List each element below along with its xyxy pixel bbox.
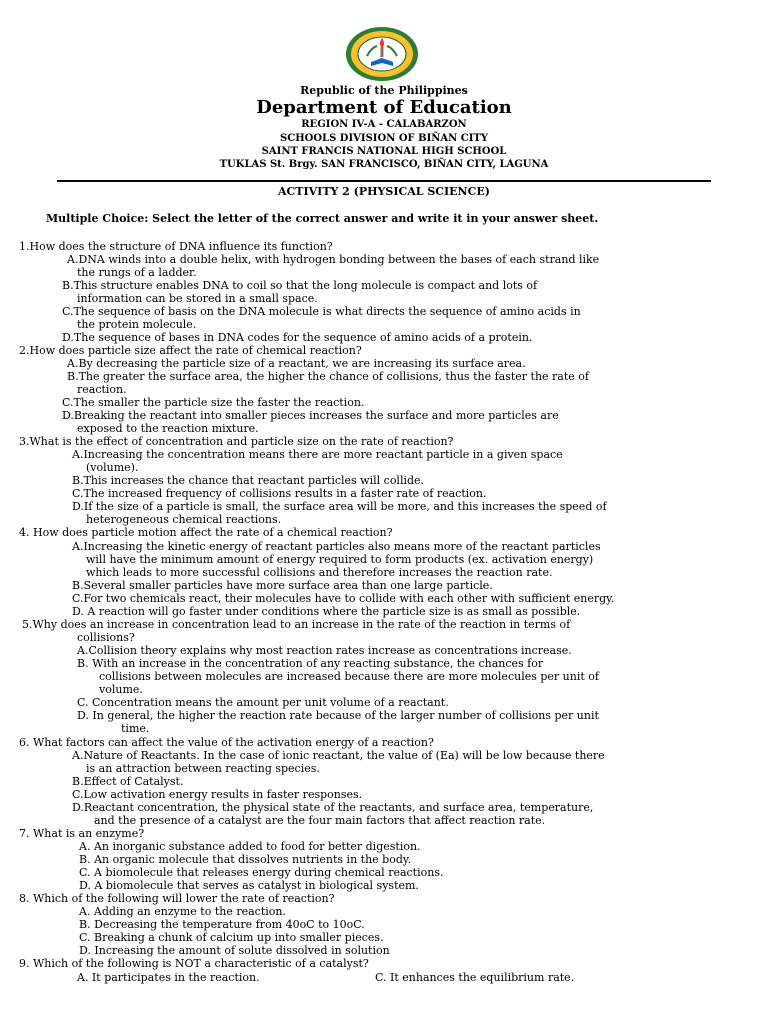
choice-line: D.Breaking the reactant into smaller pieces increases the surface and more particles are	[62, 409, 559, 422]
question-line: 1.How does the structure of DNA influence its function?	[19, 240, 333, 253]
choice-line: B. An organic molecule that dissolves nutrients in the body.	[79, 853, 412, 866]
choice-line: A.Increasing the kinetic energy of reactant particles also means more of the reactant particles	[72, 540, 601, 553]
choice-line: D. In general, the higher the reaction rate because of the larger number of collisions per unit	[77, 709, 599, 722]
choice-line: volume.	[99, 683, 143, 696]
header-divider	[57, 180, 711, 182]
choice-line: B.This structure enables DNA to coil so that the long molecule is compact and lots of	[62, 279, 538, 292]
school-line: SAINT FRANCIS NATIONAL HIGH SCHOOL	[261, 146, 507, 157]
school-seal-logo	[345, 26, 419, 82]
choice-line: D. Increasing the amount of solute dissolved in solution	[79, 944, 390, 957]
question-line: 2.How does particle size affect the rate of chemical reaction?	[19, 344, 362, 357]
choice-line: B.This increases the chance that reactant particles will collide.	[72, 474, 425, 487]
question-line: 9. Which of the following is NOT a characteristic of a catalyst?	[19, 957, 369, 970]
choice-line: and the presence of a catalyst are the four main factors that affect reaction rate.	[94, 814, 546, 827]
choice-line: A.Collision theory explains why most reaction rates increase as concentrations increase.	[77, 644, 572, 657]
choice-line: is an attraction between reacting species.	[86, 762, 320, 775]
choice-line: information can be stored in a small space.	[77, 292, 318, 305]
question-line: 3.What is the effect of concentration and particle size on the rate of reaction?	[19, 435, 454, 448]
choice-line: A.Nature of Reactants. In the case of ionic reactant, the value of (Ea) will be low because there	[72, 749, 605, 762]
choice-line: C.For two chemicals react, their molecules have to collide with each other with sufficient energy.	[72, 592, 615, 605]
choice-line: B. Decreasing the temperature from 40oC to 10oC.	[79, 918, 365, 931]
choice-line: C. Breaking a chunk of calcium up into smaller pieces.	[79, 931, 384, 944]
choice-line: B.The greater the surface area, the higher the chance of collisions, thus the faster the rate of	[67, 370, 589, 383]
question-line: 5.Why does an increase in concentration lead to an increase in the rate of the reaction in terms of	[22, 618, 571, 631]
question-line: 7. What is an enzyme?	[19, 827, 145, 840]
question-line: 8. Which of the following will lower the rate of reaction?	[19, 892, 335, 905]
question-line: collisions?	[77, 631, 135, 644]
choice-line: A. It participates in the reaction.	[77, 971, 260, 984]
choice-line: time.	[121, 722, 150, 735]
choice-line: which leads to more successful collisions and therefore increases the reaction rate.	[86, 566, 553, 579]
republic-line: Republic of the Philippines	[300, 84, 468, 97]
choice-line: C. It enhances the equilibrium rate.	[375, 971, 575, 984]
region-line: REGION IV-A - CALABARZON	[301, 119, 467, 130]
choice-line: A. An inorganic substance added to food for better digestion.	[79, 840, 421, 853]
choice-line: C. A biomolecule that releases energy during chemical reactions.	[79, 866, 444, 879]
choice-line: A.By decreasing the particle size of a reactant, we are increasing its surface area.	[67, 357, 526, 370]
choice-line: heterogeneous chemical reactions.	[86, 513, 282, 526]
choice-line: D.Reactant concentration, the physical state of the reactants, and surface area, temperature,	[72, 801, 594, 814]
choice-line: D.If the size of a particle is small, the surface area will be more, and this increases the speed of	[72, 500, 607, 513]
choice-line: reaction.	[77, 383, 127, 396]
address-line: TUKLAS St. Brgy. SAN FRANCISCO, BIÑAN CITY, LAGUNA	[219, 159, 549, 170]
choice-line: A. Adding an enzyme to the reaction.	[79, 905, 286, 918]
choice-line: D.The sequence of bases in DNA codes for the sequence of amino acids of a protein.	[62, 331, 533, 344]
choice-line: C. Concentration means the amount per unit volume of a reactant.	[77, 696, 449, 709]
choice-line: (volume).	[86, 461, 139, 474]
choice-line: collisions between molecules are increased because there are more molecules per unit of	[99, 670, 599, 683]
choice-line: D. A biomolecule that serves as catalyst in biological system.	[79, 879, 419, 892]
choice-line: A.DNA winds into a double helix, with hydrogen bonding between the bases of each strand like	[67, 253, 600, 266]
department-title: Department of Education	[256, 97, 512, 118]
choice-line: the rungs of a ladder.	[77, 266, 197, 279]
instructions: Multiple Choice: Select the letter of the correct answer and write it in your answer sheet.	[46, 212, 599, 225]
choice-line: the protein molecule.	[77, 318, 197, 331]
choice-line: C.The sequence of basis on the DNA molecule is what directs the sequence of amino acids in	[62, 305, 581, 318]
choice-line: B.Effect of Catalyst.	[72, 775, 184, 788]
choice-line: B.Several smaller particles have more surface area than one large particle.	[72, 579, 493, 592]
question-line: 4. How does particle motion affect the rate of a chemical reaction?	[19, 526, 393, 539]
choice-line: C.The increased frequency of collisions results in a faster rate of reaction.	[72, 487, 487, 500]
question-line: 6. What factors can affect the value of the activation energy of a reaction?	[19, 736, 434, 749]
choice-line: C.Low activation energy results in faster responses.	[72, 788, 363, 801]
division-line: SCHOOLS DIVISION OF BIÑAN CITY	[280, 133, 488, 144]
activity-title: ACTIVITY 2 (PHYSICAL SCIENCE)	[278, 185, 490, 198]
choice-line: exposed to the reaction mixture.	[77, 422, 259, 435]
choice-line: C.The smaller the particle size the faster the reaction.	[62, 396, 365, 409]
choice-line: B. With an increase in the concentration of any reacting substance, the chances for	[77, 657, 544, 670]
choice-line: will have the minimum amount of energy required to form products (ex. activation energy)	[86, 553, 594, 566]
choice-line: A.Increasing the concentration means there are more reactant particle in a given space	[72, 448, 563, 461]
choice-line: D. A reaction will go faster under conditions where the particle size is as small as possible.	[72, 605, 581, 618]
